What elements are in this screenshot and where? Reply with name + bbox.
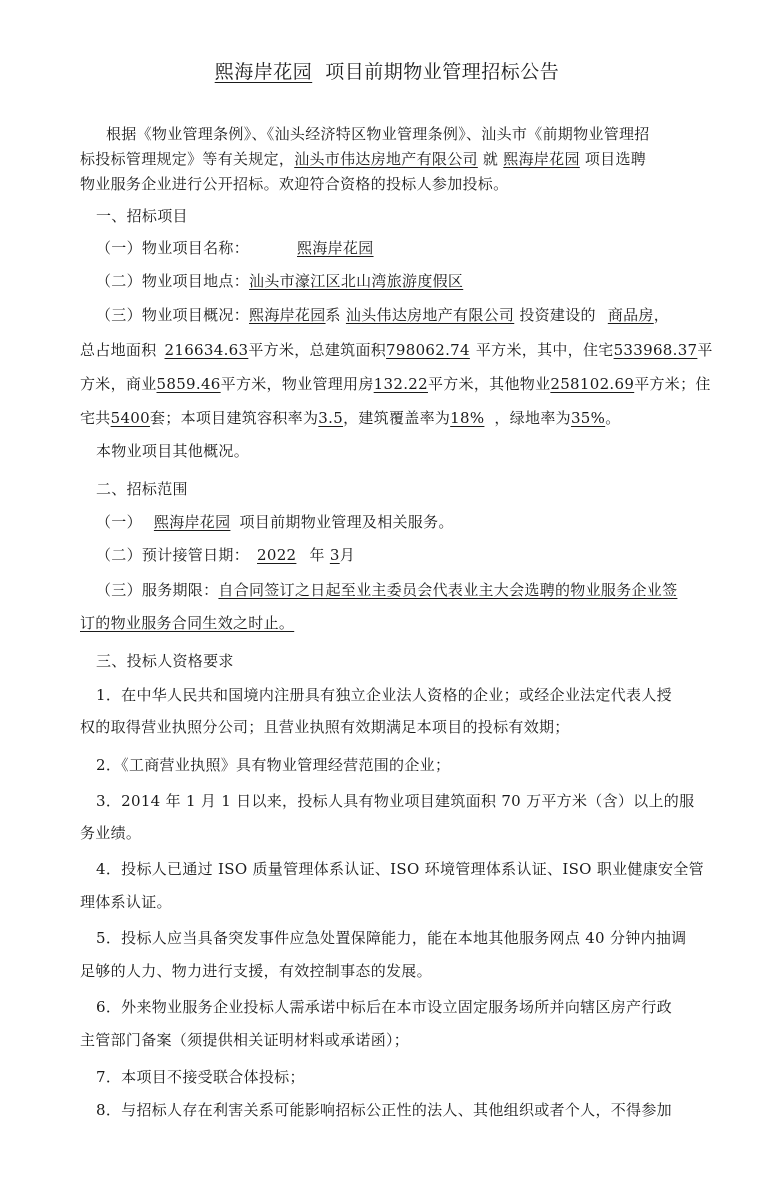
project-overview-line-1: （三）物业项目概况：熙海岸花园系 汕头伟达房地产有限公司 投资建设的 商品房， [96, 306, 670, 324]
requirement-1-line-2: 权的取得营业执照分公司；且营业执照有效期满足本项目的投标有效期； [80, 718, 570, 736]
requirement-6-line-1: 6．外来物业服务企业投标人需承诺中标后在本市设立固定服务场所并向辖区房产行政 [96, 998, 672, 1016]
requirement-1-line-1: 1．在中华人民共和国境内注册具有独立企业法人资格的企业；或经企业法定代表人授 [96, 686, 672, 704]
page-title [0, 57, 774, 84]
project-overview-line-3: 方米，商业5859.46平方米，物业管理用房132.22平方米，其他物业258102.69平方米；住 [80, 375, 711, 393]
requirement-3-line-1: 3．2014 年 1 月 1 日以来，投标人具有物业项目建筑面积 70 万平方米（含）以上的服 [96, 792, 695, 810]
requirement-4-line-1: 4．投标人已通过 ISO 质量管理体系认证、ISO 环境管理体系认证、ISO 职业健康安全管 [96, 860, 704, 878]
requirement-4-line-2: 理体系认证。 [80, 893, 172, 911]
requirement-2: 2．《工商营业执照》具有物业管理经营范围的企业； [96, 756, 451, 774]
takeover-date-row: （二）预计接管日期： 2022 年 3月 [96, 546, 356, 564]
requirement-3-line-2: 务业绩。 [80, 824, 142, 842]
intro-line-2: 标投标管理规定》等有关规定，汕头市伟达房地产有限公司 就 熙海岸花园 项目选聘 [80, 150, 647, 168]
scope-item-1: （一） 熙海岸花园 项目前期物业管理及相关服务。 [96, 513, 454, 531]
section-heading-3: 三、投标人资格要求 [96, 652, 234, 670]
project-other-overview: 本物业项目其他概况。 [96, 442, 250, 460]
intro-company: 汕头市伟达房地产有限公司 [294, 150, 478, 168]
requirement-5-line-1: 5．投标人应当具备突发事件应急处置保障能力，能在本地其他服务网点 40 分钟内抽调 [96, 929, 687, 947]
project-location-row: （二）物业项目地点：汕头市濠江区北山湾旅游度假区 [0, 271, 774, 291]
service-term-line-1: （三）服务期限：自合同签订之日起至业主委员会代表业主大会选聘的物业服务企业签 [96, 581, 678, 599]
project-name-value: 熙海岸花园 [297, 239, 374, 257]
requirement-7: 7．本项目不接受联合体投标； [96, 1068, 305, 1086]
requirement-6-line-2: 主管部门备案（须提供相关证明材料或承诺函）； [80, 1031, 410, 1049]
intro-line-1: 根据《物业管理条例》、《汕头经济特区物业管理条例》、汕头市《前期物业管理招 [106, 125, 650, 143]
project-overview-line-2: 总占地面积 216634.63平方米，总建筑面积798062.74 平方米，其中，住宅533968.37平 [80, 341, 713, 359]
service-term-line-2: 订的物业服务合同生效之时止。 [80, 614, 295, 632]
section-heading-2: 二、招标范围 [96, 480, 188, 498]
intro-project: 熙海岸花园 [503, 150, 580, 168]
project-location-value: 汕头市濠江区北山湾旅游度假区 [249, 272, 464, 290]
project-overview-line-4: 宅共5400套；本项目建筑容积率为3.5，建筑覆盖率为18% ，绿地率为35%。 [80, 409, 621, 427]
section-heading-1: 一、招标项目 [96, 207, 188, 225]
intro-line-3: 物业服务企业进行公开招标。欢迎符合资格的投标人参加投标。 [80, 175, 509, 193]
requirement-5-line-2: 足够的人力、物力进行支援，有效控制事态的发展。 [80, 962, 432, 980]
project-name-row: （一）物业项目名称： 熙海岸花园 [0, 238, 774, 258]
title-text: 项目前期物业管理招标公告 [325, 61, 560, 83]
title-project-name: 熙海岸花园 [214, 61, 313, 83]
requirement-8-line-1: 8．与招标人存在利害关系可能影响招标公正性的法人、其他组织或者个人，不得参加 [96, 1101, 672, 1119]
